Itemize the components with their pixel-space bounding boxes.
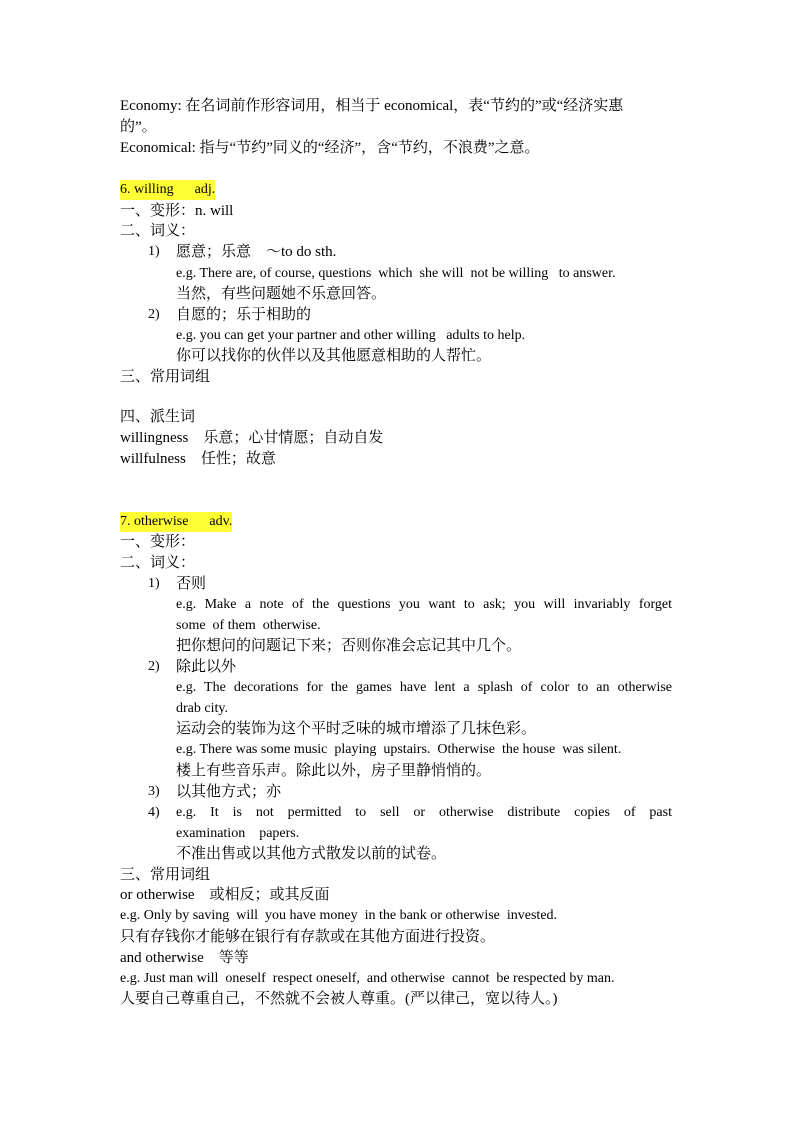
example-sentence: e.g. It is not permitted to sell or otherwise distribute copies of past (176, 805, 672, 820)
meaning-number: 1) (148, 576, 160, 591)
example-sentence-cont: drab city. (176, 701, 228, 716)
example-sentence: e.g. There was some music playing upstairs. Otherwise the house was silent. (176, 742, 622, 757)
phrases-title: 三、常用词组 (120, 369, 211, 385)
economy-note-line2: 的”。 (120, 119, 157, 135)
derived-title: 四、派生词 (120, 409, 196, 425)
example-translation: 人要自己尊重自己，不然就不会被人尊重。(严以律己，宽以待人。) (120, 991, 558, 1007)
example-sentence: e.g. Just man will oneself respect oneself, and otherwise cannot be respected by man. (120, 971, 615, 986)
example-sentence: e.g. The decorations for the games have lent a splash of color to an otherwise (176, 680, 672, 695)
economical-note: Economical: 指与“节约”同义的“经济”，含“节约，不浪费”之意。 (120, 140, 540, 156)
meaning-title: 二、词义： (120, 223, 196, 239)
meaning-text: 以其他方式；亦 (176, 784, 282, 800)
derived-word: willfulness 任性；故意 (120, 451, 276, 467)
entry-heading-otherwise: 7. otherwise adv. (120, 512, 232, 532)
phrase-item: and otherwise 等等 (120, 950, 249, 966)
example-sentence: e.g. you can get your partner and other willing adults to help. (176, 328, 526, 343)
entry-heading-willing: 6. willing adj. (120, 180, 215, 200)
forms-line: 一、变形：n. will (120, 203, 234, 219)
meaning-number: 2) (148, 307, 160, 322)
example-sentence: e.g. There are, of course, questions which she will not be willing to answer. (176, 266, 616, 281)
meaning-number: 3) (148, 784, 160, 799)
example-sentence: e.g. Only by saving will you have money in the bank or otherwise invested. (120, 908, 558, 923)
example-translation: 你可以找你的伙伴以及其他愿意相助的人帮忙。 (176, 348, 492, 364)
example-translation: 楼上有些音乐声。除此以外，房子里静悄悄的。 (176, 763, 492, 779)
meaning-text: 除此以外 (176, 659, 237, 675)
meaning-number: 4) (148, 805, 160, 820)
example-sentence-cont: some of them otherwise. (176, 618, 321, 633)
example-translation: 把你想问的问题记下来；否则你准会忘记其中几个。 (176, 638, 522, 654)
meaning-text: 否则 (176, 576, 207, 592)
economy-note-line1: Economy: 在名词前作形容词用，相当于 economical，表“节约的”或“经济实惠 (120, 98, 624, 114)
example-sentence: e.g. Make a note of the questions you want to ask; you will invariably forget (176, 597, 672, 612)
meaning-title: 二、词义： (120, 555, 196, 571)
derived-word: willingness 乐意；心甘情愿；自动自发 (120, 430, 384, 446)
meaning-text: 愿意；乐意 ～to do sth. (176, 244, 337, 260)
example-translation: 只有存钱你才能够在银行有存款或在其他方面进行投资。 (120, 929, 496, 945)
phrase-item: or otherwise 或相反；或其反面 (120, 887, 330, 903)
forms-line: 一、变形： (120, 534, 196, 550)
example-translation: 当然，有些问题她不乐意回答。 (176, 286, 387, 302)
phrases-title: 三、常用词组 (120, 867, 211, 883)
meaning-text: 自愿的；乐于相助的 (176, 307, 312, 323)
meaning-number: 1) (148, 244, 160, 259)
meaning-number: 2) (148, 659, 160, 674)
example-translation: 不准出售或以其他方式散发以前的试卷。 (176, 846, 447, 862)
example-sentence-cont: examination papers. (176, 826, 300, 841)
example-translation: 运动会的装饰为这个平时乏味的城市增添了几抹色彩。 (176, 721, 537, 737)
